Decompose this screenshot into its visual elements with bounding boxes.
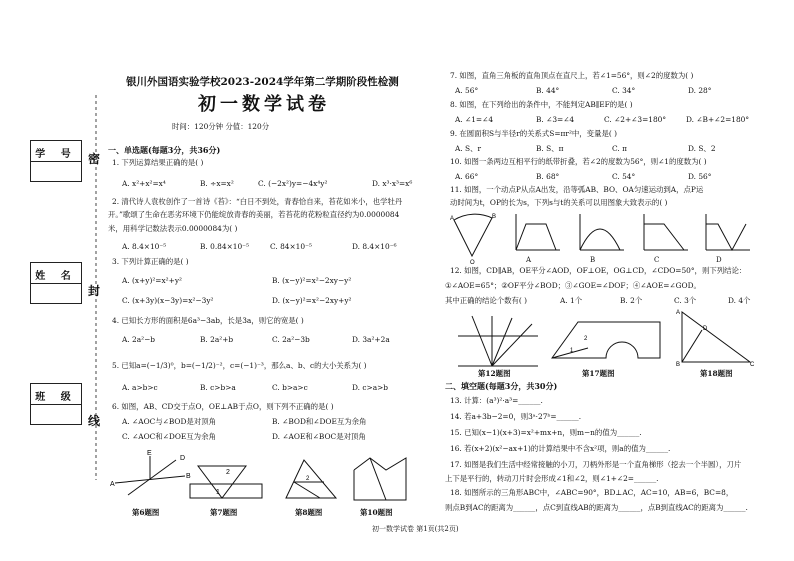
q4-stem: 4. 已知长方形的面积是6a³−3ab，长是3a，则它的宽是( ): [112, 316, 304, 325]
q12-option-a: A. 1个: [560, 296, 583, 305]
q17-stem-line2: 上下是平行的，转动刀片时会形成∠1和∠2，则∠1+∠2=______.: [445, 474, 659, 483]
school-exam-title: 银川外国语实验学校2023-2024学年第二学期阶段性检测: [126, 76, 399, 88]
figure-q6: [110, 450, 190, 505]
q8-option-d: D. ∠B+∠2=180°: [686, 115, 750, 124]
q1-option-b: B. ÷x=x²: [200, 179, 234, 188]
q2-stem-line3: 米，用科学记数法表示0.0000084为( ): [108, 224, 238, 233]
figure-q11-graph-d: [702, 212, 752, 254]
q4-option-b: B. 2a²+b: [200, 335, 234, 344]
q9-option-c: C. π: [612, 144, 627, 153]
time-and-score: 时间：120分钟 分值：120分: [172, 122, 270, 131]
q3-stem: 3. 下列计算正确的是( ): [112, 257, 189, 266]
seal-char-mi: 密: [88, 152, 101, 166]
q3-option-a: A. (x+y)²=x²+y²: [122, 276, 182, 285]
svg-text:B: B: [676, 362, 681, 368]
svg-text:D: D: [703, 326, 708, 332]
figure-q11-graph-b: [576, 212, 626, 254]
figure-q11-sector: [450, 212, 498, 266]
svg-text:2: 2: [584, 336, 588, 342]
caption-q10: 第10题图: [360, 508, 393, 517]
q7-option-d: D. 28°: [688, 86, 712, 95]
q18-stem-line1: 18. 如图所示的三角形ABC中，∠ABC=90°，BD⊥AC，AC=10，AB=6，BC=8，: [450, 488, 734, 497]
caption-q12: 第12题图: [478, 369, 511, 378]
q5-option-d: D. c>a>b: [352, 383, 389, 392]
figure-q17: [548, 318, 666, 364]
caption-q6: 第6题图: [132, 508, 160, 517]
q5-option-b: B. c>b>a: [200, 383, 236, 392]
q7-option-b: B. 44°: [536, 86, 560, 95]
q8-option-c: C. ∠2+∠3=180°: [604, 115, 667, 124]
svg-text:A: A: [676, 310, 681, 316]
q10-option-a: A. 66°: [455, 172, 479, 181]
q5-option-a: A. a>b>c: [122, 383, 158, 392]
seal-char-xian: 线: [88, 414, 101, 428]
svg-text:A: A: [110, 481, 115, 488]
svg-text:B: B: [492, 214, 497, 220]
section-one-heading: 一、单选题(每题3分，共36分): [108, 145, 221, 155]
q14-stem: 14. 若a+3b−2=0，则3ᵃ·27ᵇ=______.: [450, 412, 582, 421]
figure-q18: [676, 308, 754, 366]
svg-text:2: 2: [306, 476, 310, 482]
figure-q8: [284, 458, 344, 506]
q6-stem: 6. 如图，AB、CD交于点O，OE⊥AB于点O，则下列不正确的是( ): [112, 402, 334, 411]
q17-stem-line1: 17. 如图是我们生活中经常接触的小刀，刀柄外形是一个直角梯形（挖去一个半圆），刀片: [450, 460, 742, 469]
q8-option-a: A. ∠1=∠4: [455, 115, 494, 124]
svg-text:A: A: [450, 216, 455, 222]
q6-option-b: B. ∠BOD和∠DOE互为余角: [272, 417, 367, 426]
q4-option-a: A. 2a²−b: [122, 335, 156, 344]
q11-graph-label-d: D: [716, 256, 722, 264]
q1-option-c: C. (−2x²)y=−4x⁴y²: [258, 179, 328, 188]
section-two-heading: 二、填空题(每题3分，共30分): [445, 381, 558, 391]
q1-option-a: A. x²+x²=x⁴: [122, 179, 166, 188]
q12-stem-line2: ①∠AOE=65°；②OF平分∠BOD；③∠GOE=∠DOF；④∠AOE=∠GOD。: [445, 281, 701, 290]
seal-char-feng: 封: [88, 284, 101, 298]
q11-graph-label-b: B: [590, 256, 596, 264]
q11-graph-label-c: C: [654, 256, 660, 264]
q6-option-a: A. ∠AOC与∠BOD是对顶角: [122, 417, 216, 426]
q11-stem-line2: 动时间为t，OP的长为s，下列s与t的关系可以用图象大致表示的( ): [450, 198, 668, 207]
svg-text:D: D: [180, 455, 186, 462]
q7-option-c: C. 34°: [612, 86, 636, 95]
q7-option-a: A. 56°: [455, 86, 479, 95]
svg-text:2: 2: [226, 469, 230, 476]
page-footer: 初一数学试卷 第1页(共2页): [372, 525, 459, 533]
q12-option-b: B. 2个: [620, 296, 643, 305]
figure-q11-graph-c: [640, 212, 690, 254]
svg-text:C: C: [750, 362, 755, 368]
q5-option-c: C. b>a>c: [272, 383, 308, 392]
q2-option-b: B. 0.84×10⁻⁵: [200, 242, 250, 251]
q3-option-c: C. (x+3y)(x−3y)=x²−3y²: [122, 296, 214, 305]
q9-option-b: B. S、π: [536, 144, 564, 153]
q2-stem-line1: 2. 清代诗人袁枚创作了一首诗《苔》：“白日不到处，青春恰自来，苔花如米小，也学牡丹: [112, 197, 403, 206]
class-label: 班 级: [35, 392, 77, 403]
q2-option-a: A. 8.4×10⁻⁵: [122, 242, 167, 251]
q9-stem: 9. 在圆面积S与半径r的关系式S=πr²中，变量是( ): [450, 129, 617, 138]
q9-option-d: D. S、2: [688, 144, 716, 153]
q5-stem: 5. 已知a=(−1/3)⁰，b=(−1/2)⁻²，c=(−1)⁻³，那么a、b、c的大小关系为( ): [112, 361, 367, 370]
q12-option-d: D. 4个: [728, 296, 751, 305]
q10-option-c: C. 54°: [612, 172, 636, 181]
q3-option-d: D. (x−y)²=x²−2xy+y²: [272, 296, 352, 305]
q1-option-d: D. x³·x³=x⁶: [372, 179, 413, 188]
page-title: 初一数学试卷: [198, 94, 330, 115]
q3-option-b: B. (x−y)²=x²−2xy−y²: [272, 276, 352, 285]
svg-text:1: 1: [216, 489, 220, 496]
q6-option-c: C. ∠AOC和∠DOE互为余角: [122, 432, 216, 441]
q2-stem-line2: 开。”歌颂了生命在恶劣环境下仍能绽放青春的美丽，若苔花的花粉粒直径约为0.0000084: [108, 210, 400, 219]
caption-q8: 第8题图: [295, 508, 323, 517]
q6-option-d: D. ∠AOE和∠BOC是对顶角: [272, 432, 366, 441]
caption-q17: 第17题图: [582, 369, 615, 378]
caption-q18: 第18题图: [700, 369, 733, 378]
q18-stem-line2: 则点B到AC的距离为______，点C到直线AB的距离为______，点B到直线AC的距离为______.: [445, 503, 748, 512]
q15-stem: 15. 已知(x−1)(x+3)=x²+mx+n，则m−n的值为______.: [450, 428, 642, 437]
name-label: 姓 名: [35, 271, 77, 282]
q16-stem: 16. 若(x+2)(x²−ax+1)的计算结果中不含x²项，则a的值为______.: [450, 444, 671, 453]
q11-graph-label-a: A: [526, 256, 532, 264]
q11-stem-line1: 11. 如图，一个动点P从点A出发，沿等弧AB、BO、OA匀速运动到A，点P运: [450, 185, 704, 194]
q4-option-c: C. 2a²−3b: [272, 335, 310, 344]
q4-option-d: D. 3a²+2a: [352, 335, 390, 344]
q13-stem: 13. 计算：(a³)²·a³=______.: [450, 396, 543, 405]
q12-stem-line1: 12. 如图，CD∥AB，OE平分∠AOD，OF⊥OE，OG⊥CD，∠CDO=50°，则下列结论：: [450, 266, 747, 275]
svg-text:O: O: [470, 260, 475, 266]
q2-option-d: D. 8.4×10⁻⁶: [352, 242, 397, 251]
caption-q7: 第7题图: [210, 508, 238, 517]
q10-stem: 10. 如图一条两边互相平行的纸带折叠，若∠2的度数为56°，则∠1的度数为( ): [450, 157, 707, 166]
q7-stem: 7. 如图，直角三角板的直角顶点在直尺上，若∠1=56°，则∠2的度数为( ): [450, 71, 694, 80]
figure-q10: [350, 450, 410, 505]
q12-stem-line3: 其中正确的结论个数有( ): [445, 296, 528, 305]
q10-option-d: D. 56°: [688, 172, 712, 181]
q8-stem: 8. 如图，在下列给出的条件中，不能判定AB∥EF的是( ): [450, 100, 633, 109]
figure-q12: [452, 312, 542, 370]
svg-text:E: E: [147, 450, 152, 457]
q12-option-c: C. 3个: [674, 296, 697, 305]
student-number-label: 学 号: [35, 149, 77, 160]
figure-q11-graph-a: [512, 212, 562, 254]
q1-stem: 1. 下列运算结果正确的是( ): [112, 158, 204, 167]
q10-option-b: B. 68°: [536, 172, 560, 181]
figure-q7: [186, 462, 266, 507]
q2-option-c: C. 84×10⁻⁵: [270, 242, 312, 251]
q9-option-a: A. S、r: [455, 144, 482, 153]
svg-text:1: 1: [570, 348, 574, 354]
q8-option-b: B. ∠3=∠4: [536, 115, 575, 124]
svg-text:B: B: [186, 473, 191, 480]
